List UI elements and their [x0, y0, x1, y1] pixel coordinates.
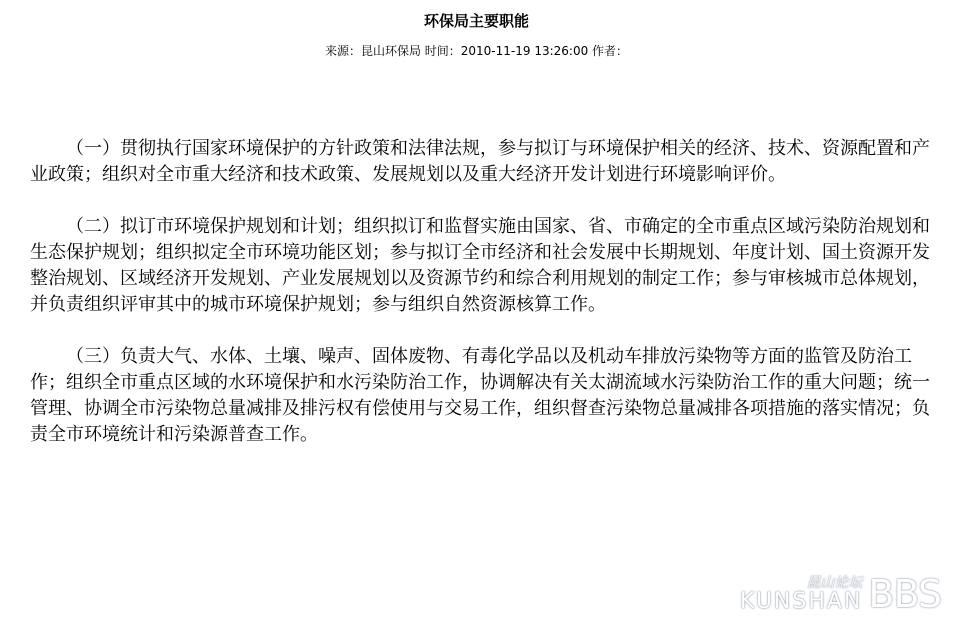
article-body: [30, 136, 930, 474]
kunshan-bbs-watermark: [739, 572, 941, 616]
article-meta: 来源：昆山环保局 时间：2010-11-19 13:26:00 作者：: [324, 44, 629, 58]
paragraph-2: （二）拟订市环境保护规划和计划；组织拟订和监督实施由国家、省、市确定的全市重点区域污染防治规划和生态保护规划；组织拟定全市环境功能区划；参与拟订全市经济和社会发展中长期规划、年度计划、国土资源开发整治规划、区域经济开发规划、产业发展规划以及资源节约和综合利用规划的制定工作；参与审核城市总体规划，并负责组织评审其中的城市环境保护规划；参与组织自然资源核算工作。: [30, 216, 930, 315]
watermark-en: KUNSHAN: [739, 589, 863, 614]
paragraph-3: （三）负责大气、水体、土壤、噪声、固体废物、有毒化学品以及机动车排放污染物等方面的监管及防治工作；组织全市重点区域的水环境保护和水污染防治工作，协调解决有关太湖流域水污染防治工作的重大问题；统一管理、协调全市污染物总量减排及排污权有偿使用与交易工作，组织督查污染物总量减排各项措施的落实情况；负责全市环境统计和污染源普查工作。: [30, 346, 930, 445]
watermark-cn: 昆山论坛: [806, 575, 863, 591]
paragraph-1: （一）贯彻执行国家环境保护的方针政策和法律法规，参与拟订与环境保护相关的经济、技术、资源配置和产业政策；组织对全市重大经济和技术政策、发展规划以及重大经济开发计划进行环境影响评价。: [30, 138, 930, 185]
watermark-text: [740, 575, 862, 613]
watermark-bbs: BBS: [868, 572, 941, 616]
page-title: 环保局主要职能: [423, 12, 529, 30]
